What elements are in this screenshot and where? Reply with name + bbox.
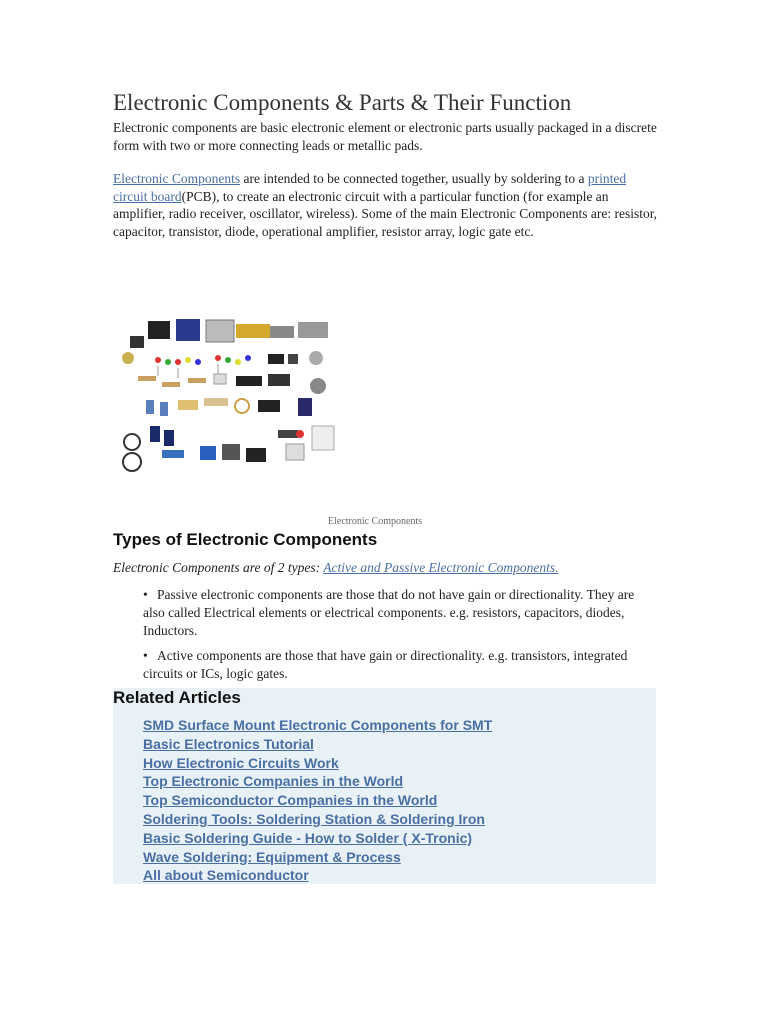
list-item [143,829,653,848]
types-intro-text: Electronic Components are of 2 types: [113,560,324,575]
components-illustration [118,316,350,474]
related-link-companies[interactable]: Top Electronic Companies in the World [143,773,404,790]
related-articles-heading: Related Articles [113,688,241,707]
types-heading: Types of Electronic Components [113,530,378,549]
related-link-circuits[interactable]: How Electronic Circuits Work [143,754,339,771]
list-item [143,772,653,791]
list-item [143,716,653,735]
types-list-2 [113,647,658,683]
paragraph-text-1: are intended to be connected together, usually by soldering to a [240,171,588,186]
electronic-components-image [118,316,350,474]
image-caption: Electronic Components [328,516,423,527]
related-link-basic-electronics[interactable]: Basic Electronics Tutorial [143,735,314,752]
related-link-semiconductor-companies[interactable]: Top Semiconductor Companies in the World [143,792,438,809]
page-title: Electronic Components & Parts & Their Function [113,90,572,115]
printed-circuit-board-link[interactable]: printed circuit board [113,171,627,204]
list-item [143,848,653,867]
components-paragraph [113,170,658,240]
list-item [143,735,653,754]
bullet-icon: • [143,648,148,663]
bullet-text: Active components are those that have gain or directionality. e.g. transistors, integrated circuits or ICs, logic gates. [143,648,628,681]
electronic-components-link[interactable]: Electronic Components [113,171,241,186]
types-intro [113,559,658,577]
list-item [143,754,653,773]
types-list-1 [113,586,658,640]
bullet-text: Passive electronic components are those that do not have gain or directionality. They are also called Electrical elements or electrical components. e.g. resistors, capacitors, diodes, Inductors. [143,587,635,638]
list-item [113,586,658,640]
related-link-semiconductor[interactable]: All about Semiconductor [143,867,309,884]
list-item [143,866,653,885]
related-link-soldering-tools[interactable]: Soldering Tools: Soldering Station & Soldering Iron [143,810,485,827]
list-item [143,791,653,810]
paragraph-text-2: (PCB), to create an electronic circuit with a particular function (for example an amplifier, radio receiver, oscillator, wireless). Some of the main Electronic Components are: resistor, capacitor, transistor, diode, operational amplifier, resistor array, logic gate etc. [113,188,658,239]
related-articles-box [113,688,656,884]
related-link-soldering-guide[interactable]: Basic Soldering Guide - How to Solder ( X-Tronic) [143,829,473,846]
related-link-smd[interactable]: SMD Surface Mount Electronic Components for SMT [143,717,493,733]
bullet-icon: • [143,587,148,602]
intro-paragraph: Electronic components are basic electronic element or electronic parts usually packaged in a discrete form with two or more connecting leads or metallic pads. [113,120,657,153]
related-link-wave-soldering[interactable]: Wave Soldering: Equipment & Process [143,848,401,865]
list-item [113,647,658,683]
related-articles-list [143,716,653,885]
list-item [143,810,653,829]
active-passive-link[interactable]: Active and Passive Electronic Components. [323,560,559,575]
